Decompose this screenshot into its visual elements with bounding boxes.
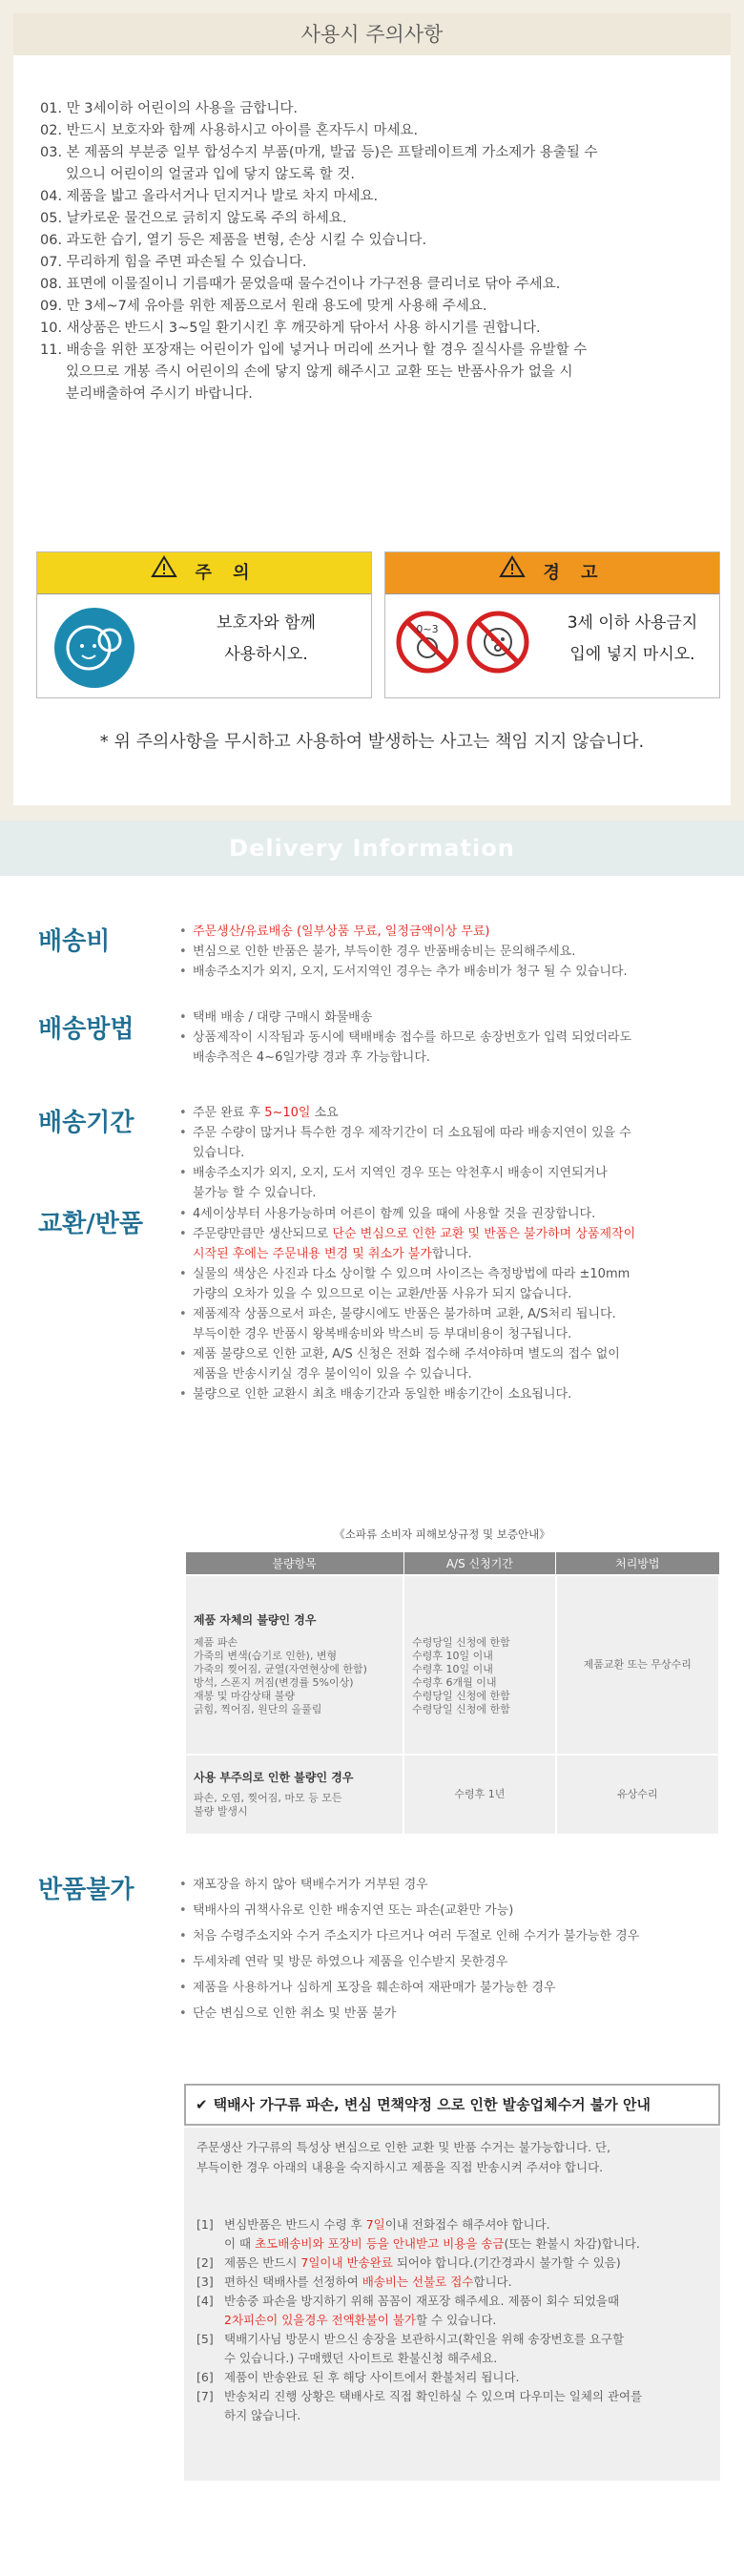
furniture-notice-list: [196, 2215, 712, 2425]
child-face-icon: [54, 608, 134, 688]
list-item: 01. 만 3세이하 어린이의 사용을 금합니다.: [40, 101, 299, 116]
list-item-continued: 시작된 후에는 주문내용 변경 및 취소가 불가합니다.: [193, 1247, 472, 1261]
caution-box: [36, 551, 372, 698]
disclaimer-note: * 위 주의사항을 무시하고 사용하여 발생하는 사고는 책임 지지 않습니다.: [99, 732, 645, 752]
list-item-continued: 부득이한 경우 반품시 왕복배송비와 박스비 등 부대비용이 청구됩니다.: [193, 1327, 572, 1341]
danger-text-1: 3세 이하 사용금지: [567, 613, 698, 633]
checkmark-icon: ✔: [196, 2096, 208, 2113]
list-item: • 제품을 사용하거나 심하게 포장을 훼손하여 재판매가 불가능한 경우: [177, 1975, 707, 2001]
no-mouth-icon: [465, 610, 530, 675]
list-item: • 두세차례 연락 및 방문 하였으나 제품을 인수받지 못한경우: [177, 1949, 707, 1975]
list-item: • 택배 배송 / 대량 구매시 화물배송: [177, 1008, 707, 1028]
list-item: 수 있습니다.) 구매했던 사이트로 환불신청 해주세요.: [224, 2351, 498, 2365]
danger-text-2: 입에 넣지 마시오.: [569, 645, 695, 664]
table-row: 사용 부주의로 인한 불량인 경우 파손, 오염, 찢어짐, 마모 등 모든 불량 발생시 수령후 1년 유상수리: [185, 1755, 719, 1835]
shipping-method-title: 배송방법: [38, 1015, 134, 1044]
warning-triangle-icon: [499, 552, 526, 594]
table-header: 불량항목: [185, 1552, 403, 1575]
list-item-continued: 제품을 반송시키실 경우 불이익이 있을 수 있습니다.: [193, 1367, 472, 1381]
list-item: 02. 반드시 보호자와 함께 사용하시고 아이를 혼자두시 마세요.: [40, 123, 419, 138]
list-item: 분리배출하여 주시기 바랍니다.: [66, 386, 253, 402]
list-item: 06. 과도한 습기, 열기 등은 제품을 변형, 손상 시킬 수 있습니다.: [40, 233, 427, 248]
list-item: 03. 본 제품의 부분중 일부 합성수지 부품(마개, 발굽 등)은 프탈레이트계 가소제가 용출될 수: [40, 145, 598, 160]
list-item: 05. 날카로운 물건으로 긁히지 않도록 주의 하세요.: [40, 211, 347, 226]
list-item: 09. 만 3세~7세 유아를 위한 제품으로서 원래 용도에 맞게 사용해 주세요.: [40, 299, 487, 314]
list-item: [7] 반송처리 진행 상황은 택배사로 직접 확인하실 수 있으며 다우미는 일체의 관여를: [196, 2389, 643, 2403]
list-item: • 단순 변심으로 인한 취소 및 반품 불가: [177, 2001, 707, 2026]
furniture-notice-intro: 주문생산 가구류의 특성상 변심으로 인한 교환 및 반품 수거는 불가능합니다. 단, 부득이한 경우 아래의 내용을 숙지하시고 제품을 직접 반송시켜 주셔야 합니다.: [196, 2140, 611, 2174]
list-item: • 재포장을 하지 않아 택배수거가 거부된 경우: [177, 1872, 707, 1898]
table-header: 처리방법: [556, 1552, 719, 1575]
list-item-continued: 있습니다.: [193, 1146, 245, 1160]
page-title: 사용시 주의사항: [13, 13, 731, 55]
list-item: • 주문 수량이 많거나 특수한 경우 제작기간이 더 소요됨에 따라 배송지연이 있을 수: [177, 1123, 707, 1143]
list-item: [5] 택배기사님 방문시 받으신 송장을 보관하시고(확인을 위해 송장번호를 요구할: [196, 2332, 625, 2346]
list-item: • 주문량만큼만 생산되므로 단순 변심으로 인한 교환 및 반품은 불가하며 상품제작이: [177, 1224, 707, 1244]
caution-text-1: 보호자와 함께: [217, 613, 316, 633]
no-infant-icon: [395, 610, 460, 675]
table-row: 제품 자체의 불량인 경우 제품 파손 가죽의 변색(습기로 인한), 변형 가죽의 찢어짐, 균열(자연현상에 한함) 방석, 스폰지 꺼짐(변경률 5%이상) 재봉 및 마감상태 불량 긁힘, 찍어짐, 원단의 올풀림 수령당일 신청에 한함 수령후 10일 이내 수령후 10일 이내 수령후 6개월 이내 수령당일 신청에 한함 수령당일 신청에 한함 제품교환 또는 무상수리: [185, 1575, 719, 1755]
furniture-notice-title: ✔ 택배사 가구류 파손, 변심 면책약정 으로 인한 발송업체수거 불가 안내: [184, 2084, 720, 2126]
shipping-method-list: [177, 1008, 707, 1068]
shipping-fee-title: 배송비: [38, 927, 111, 956]
danger-header: [385, 552, 719, 594]
list-item: • 주문 완료 후 5~10일 소요: [177, 1103, 707, 1123]
list-item: 10. 새상품은 반드시 3~5일 환기시킨 후 깨끗하게 닦아서 사용 하시기를 권합니다.: [40, 321, 541, 336]
warning-list: [40, 98, 708, 405]
list-item: 이 때 초도배송비와 포장비 등을 안내받고 비용을 송금(또는 환불시 차감)합니다.: [224, 2236, 640, 2251]
list-item: • 제품 불량으로 인한 교환, A/S 신청은 전화 접수해 주셔야하며 별도의 접수 없이: [177, 1344, 707, 1364]
list-item: • 택배사의 귀책사유로 인한 배송지연 또는 파손(교환만 가능): [177, 1898, 707, 1923]
list-item: [4] 반송중 파손을 방지하기 위해 꼼꼼이 재포장 해주세요. 제품이 회수 되었을때: [196, 2294, 620, 2308]
warning-triangle-icon: [151, 552, 177, 594]
list-item: 있으므로 개봉 즉시 어린이의 손에 닿지 않게 해주시고 교환 또는 반품사유가 없을 시: [66, 364, 573, 380]
list-item: [1] 변심반품은 반드시 수령 후 7일이내 전화접수 해주셔야 합니다.: [196, 2217, 550, 2232]
age-label: 0~3: [416, 623, 439, 635]
warranty-title: 《소파류 소비자 피해보상규정 및 보증안내》: [334, 1527, 550, 1541]
list-item: • 변심으로 인한 반품은 불가, 부득이한 경우 반품배송비는 문의해주세요.: [177, 942, 707, 962]
list-item: • 4세이상부터 사용가능하며 어른이 함께 있을 때에 사용할 것을 권장합니다.: [177, 1204, 707, 1224]
shipping-period-title: 배송기간: [38, 1109, 134, 1137]
list-item: • 처음 수령주소지와 수거 주소지가 다르거나 여러 두절로 인해 수거가 불가능한 경우: [177, 1923, 707, 1949]
list-item: 04. 제품을 밟고 올라서거나 던지거나 발로 차지 마세요.: [40, 189, 379, 204]
table-header: A/S 신청기간: [403, 1552, 555, 1575]
exchange-title: 교환/반품: [38, 1210, 143, 1238]
list-item: [2] 제품은 반드시 7일이내 반송완료 되어야 합니다.(기간경과시 불가할 수 있음): [196, 2255, 621, 2270]
list-item-continued: 불가능 할 수 있습니다.: [193, 1186, 317, 1200]
no-return-list: [177, 1872, 707, 2026]
list-item: 있으니 어린이의 얼굴과 입에 닿지 않도록 할 것.: [66, 167, 356, 182]
caution-text-2: 사용하시오.: [224, 645, 308, 664]
period-days: 5~10일: [264, 1106, 311, 1120]
list-item: [3] 편하신 택배사를 선정하여 배송비는 선불로 접수합니다.: [196, 2275, 512, 2289]
warranty-table: [184, 1551, 720, 1836]
list-item: 08. 표면에 이물질이니 기름때가 묻었을때 물수건이나 가구전용 클리너로 닦아 주세요.: [40, 277, 561, 292]
danger-box: [384, 551, 720, 698]
list-item: [6] 제품이 반송완료 된 후 해당 사이트에서 환불처리 됩니다.: [196, 2370, 520, 2384]
caution-header: [37, 552, 371, 594]
list-item: • 불량으로 인한 교환시 최초 배송기간과 동일한 배송기간이 소요됩니다.: [177, 1384, 707, 1404]
list-item: 2차피손이 있을경우 전액환불이 불가할 수 있습니다.: [224, 2313, 497, 2327]
list-item: 07. 무리하게 힘을 주면 파손될 수 있습니다.: [40, 255, 307, 270]
list-item: • 주문생산/유료배송 (일부상품 무료, 일정금액이상 무료): [177, 922, 707, 942]
list-item: 하지 않습니다.: [224, 2408, 301, 2422]
danger-title: 경 고: [543, 563, 606, 583]
list-item-continued: 배송추적은 4~6일가량 경과 후 가능합니다.: [193, 1050, 431, 1065]
caution-title: 주 의: [195, 563, 258, 583]
list-item: • 제품제작 상품으로서 파손, 불량시에도 반품은 불가하며 교환, A/S처리 됩니다.: [177, 1304, 707, 1324]
shipping-period-list: [177, 1103, 707, 1203]
list-item: • 상품제작이 시작됨과 동시에 택배배송 접수를 하므로 송장번호가 입력 되었더라도: [177, 1028, 707, 1048]
shipping-fee-list: [177, 922, 707, 982]
no-return-title: 반품불가: [38, 1876, 134, 1904]
list-item: • 배송주소지가 외지, 오지, 도서지역인 경우는 추가 배송비가 청구 될 수 있습니다.: [177, 962, 707, 982]
delivery-title: Delivery Information: [229, 835, 515, 862]
list-item: • 배송주소지가 외지, 오지, 도서 지역인 경우 또는 악천후시 배송이 지연되거나: [177, 1163, 707, 1183]
list-item-continued: 가량의 오차가 있을 수 있으므로 이는 교환/반품 사유가 되지 않습니다.: [193, 1287, 572, 1301]
list-item: 11. 배송을 위한 포장재는 어린이가 입에 넣거나 머리에 쓰거나 할 경우 질식사를 유발할 수: [40, 343, 588, 358]
list-item: • 실물의 색상은 사진과 다소 상이할 수 있으며 사이즈는 측정방법에 따라 ±10mm: [177, 1264, 707, 1284]
exchange-list: [177, 1204, 707, 1404]
